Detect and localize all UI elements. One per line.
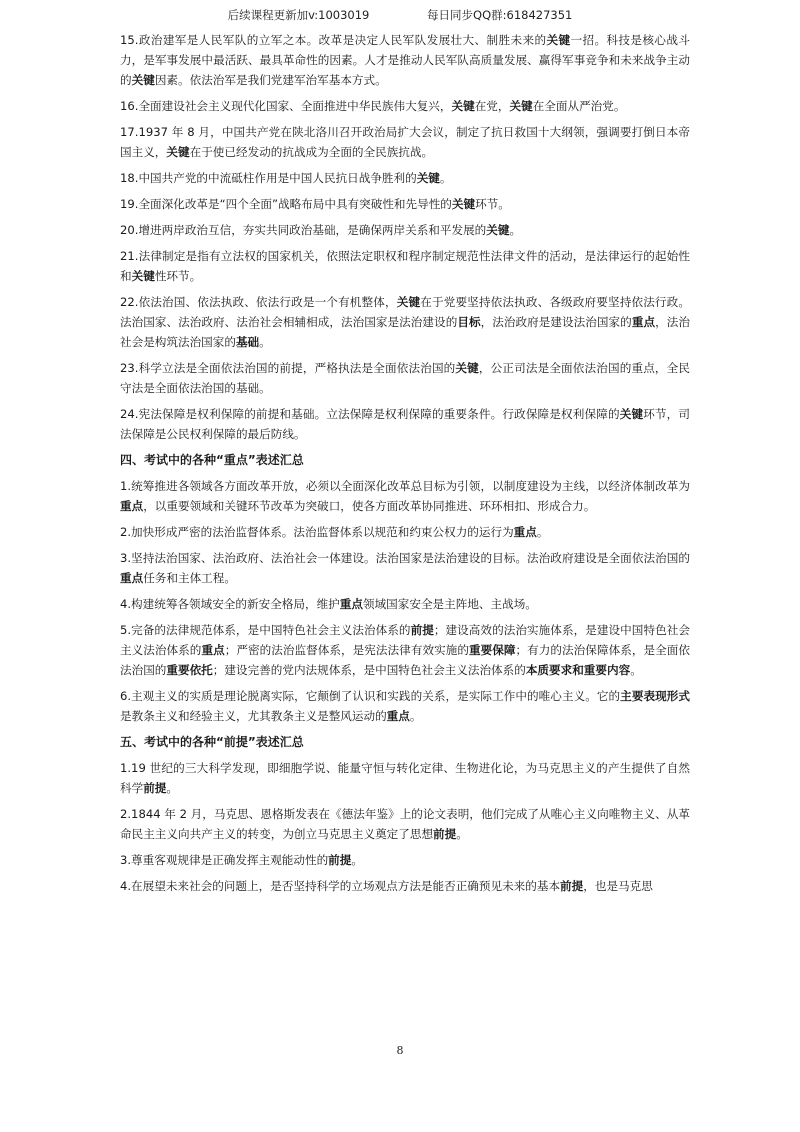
text-run: 。 xyxy=(409,709,422,723)
paragraph xyxy=(120,876,690,896)
paragraph xyxy=(120,358,690,398)
text-run: 因素。依法治军是我们党建军治军基本方式。 xyxy=(154,73,387,87)
text-run: 21.法律制定是指有立法权的国家机关，依照法定职权和程序制定规范性法律文件的活动，是法律运行的起始性和 xyxy=(120,249,690,283)
text-run: 。 xyxy=(351,853,363,867)
text-run: 。 xyxy=(630,663,642,677)
paragraph xyxy=(120,404,690,444)
text-run: 15.政治建军是人民军队的立军之本。改革是决定人民军队发展壮大、制胜未来的 xyxy=(120,33,547,47)
paragraph xyxy=(120,168,690,188)
emphasized-keyword: 重点 xyxy=(631,315,656,329)
paragraph xyxy=(120,194,690,214)
text-run: 在全面从严治党。 xyxy=(532,99,626,113)
text-run: 1.统筹推进各领域各方面改革开放，必须以全面深化改革总目标为引领，以制度建设为主线，以经济体制改革为 xyxy=(120,479,690,493)
paragraph xyxy=(120,292,690,352)
emphasized-keyword: 关键 xyxy=(509,99,533,113)
text-run: 5.完备的法律规范体系，是中国特色社会主义法治体系的 xyxy=(120,623,411,637)
text-run: 。 xyxy=(536,525,549,539)
text-run: ，也是马克思 xyxy=(583,879,653,893)
text-run: 2.1844 年 2 月，马克思、恩格斯发表在《德法年鉴》上的论文表明，他们完成了从唯心主义向唯物主义、从革命民主主义向共产主义的转变，为创立马克思主义奠定了思想 xyxy=(120,807,690,841)
paragraph xyxy=(120,30,690,90)
text-run: 3.坚持法治国家、法治政府、法治社会一体建设。法治国家是法治建设的目标。法治政府建设是全面依法治国的 xyxy=(120,551,690,565)
paragraph xyxy=(120,522,690,542)
paragraph xyxy=(120,220,690,240)
paragraph xyxy=(120,620,690,680)
text-run: 23.科学立法是全面依法治国的前提，严格执法是全面依法治国的 xyxy=(120,361,456,375)
emphasized-keyword: 重点 xyxy=(339,597,363,611)
emphasized-keyword: 前提 xyxy=(433,827,457,841)
emphasized-keyword: 重点 xyxy=(201,643,225,657)
emphasized-keyword: 关键 xyxy=(546,33,571,47)
text-run: 。 xyxy=(439,171,452,185)
emphasized-keyword: 关键 xyxy=(619,407,644,421)
text-run: ，法治政府是建设法治国家的 xyxy=(480,315,632,329)
text-run: 一招。科技是核心战斗力，是军事发展中最活跃、最具革命性的因素。人才是推动人民军队高质量发展、赢得军事竞争和未来战争主动的 xyxy=(120,33,690,87)
emphasized-keyword: 重点 xyxy=(120,571,144,585)
text-run: ，公正司法是全面依法治国的重点，全民守法是全面依法治国的基础。 xyxy=(120,361,690,395)
section-heading: 四、考试中的各种“重点”表述汇总 xyxy=(120,453,304,467)
emphasized-keyword: 关键 xyxy=(166,145,190,159)
emphasized-keyword: 关键 xyxy=(451,99,475,113)
header-wechat-text: 后续课程更新加v:1003019 xyxy=(227,8,370,22)
paragraph xyxy=(120,850,690,870)
text-run: 18.中国共产党的中流砥柱作用是中国人民抗日战争胜利的 xyxy=(120,171,417,185)
text-run: 任务和主体工程。 xyxy=(143,571,236,585)
paragraph xyxy=(120,96,690,116)
paragraph xyxy=(120,804,690,844)
text-run: 是教条主义和经验主义，尤其教条主义是整风运动的 xyxy=(120,709,387,723)
emphasized-keyword: 重点 xyxy=(120,499,144,513)
emphasized-keyword: 重要保障 xyxy=(468,643,516,657)
emphasized-keyword: 关键 xyxy=(451,197,476,211)
text-run: 20.增进两岸政治互信，夯实共同政治基础，是确保两岸关系和平发展的 xyxy=(120,223,487,237)
emphasized-keyword: 关键 xyxy=(131,73,155,87)
text-run: 在于使已经发动的抗战成为全面的全民族抗战。 xyxy=(189,145,434,159)
emphasized-keyword: 关键 xyxy=(486,223,510,237)
header-qq-group-text: 每日同步QQ群:618427351 xyxy=(427,8,573,22)
text-run: ；有力的法治保障体系，是全面依法治国的 xyxy=(120,643,690,677)
text-run: 3.尊重客观规律是正确发挥主观能动性的 xyxy=(120,853,329,867)
text-run: 环节，司法保障是公民权利保障的最后防线。 xyxy=(120,407,690,441)
text-run: 1.19 世纪的三大科学发现，即细胞学说、能量守恒与转化定律、生物进化论，为马克思主义的产生提供了自然科学 xyxy=(120,761,690,795)
text-run: 性环节。 xyxy=(154,269,202,283)
emphasized-keyword: 目标 xyxy=(457,315,481,329)
emphasized-keyword: 关键 xyxy=(455,361,479,375)
paragraph xyxy=(120,594,690,614)
text-run: 24.宪法保障是权利保障的前提和基础。立法保障是权利保障的重要条件。行政保障是权利保障的 xyxy=(120,407,620,421)
text-run: 16.全面建设社会主义现代化国家、全面推进中华民族伟大复兴， xyxy=(120,99,452,113)
text-run: 在党， xyxy=(474,99,510,113)
text-run: 。 xyxy=(456,827,468,841)
text-run: ；严密的法治监督体系，是宪法法律有效实施的 xyxy=(224,643,469,657)
text-run: 17.1937 年 8 月，中国共产党在陕北洛川召开政治局扩大会议，制定了抗日救国十大纲领，强调要打倒日本帝国主义， xyxy=(120,125,690,159)
text-run: 6.主观主义的实质是理论脱离实际，它颠倒了认识和实践的关系，是实际工作中的唯心主义。它的 xyxy=(120,689,621,703)
text-run: 2.加快形成严密的法治监督体系。法治监督体系以规范和约束公权力的运行为 xyxy=(120,525,514,539)
page-number: 8 xyxy=(396,1044,404,1057)
emphasized-keyword: 关键 xyxy=(416,171,440,185)
text-run: 。 xyxy=(166,781,179,795)
emphasized-keyword: 前提 xyxy=(560,879,584,893)
emphasized-keyword: 前提 xyxy=(143,781,167,795)
document-body xyxy=(120,30,690,902)
emphasized-keyword: 前提 xyxy=(410,623,434,637)
paragraph xyxy=(120,476,690,516)
text-run: 19.全面深化改革是“四个全面”战略布局中具有突破性和先导性的 xyxy=(120,197,452,211)
emphasized-keyword: 前提 xyxy=(328,853,352,867)
paragraph xyxy=(120,548,690,588)
emphasized-keyword: 关键 xyxy=(396,295,421,309)
paragraph xyxy=(120,758,690,798)
text-run: 环节。 xyxy=(475,197,510,211)
text-run: 4.在展望未来社会的问题上，是否坚持科学的立场观点方法是能否正确预见未来的基本 xyxy=(120,879,561,893)
emphasized-keyword: 关键 xyxy=(131,269,155,283)
text-run: 在于党要坚持依法执政、各级政府要坚持依法行政。法治国家、法治政府、法治社会相辅相成，法治国家是法治建设的 xyxy=(120,295,690,329)
text-run: ；建设完善的党内法规体系，是中国特色社会主义法治体系的 xyxy=(212,663,526,677)
paragraph xyxy=(120,122,690,162)
emphasized-keyword: 主要表现形式 xyxy=(620,689,690,703)
paragraph xyxy=(120,686,690,726)
text-run: 。 xyxy=(509,223,522,237)
emphasized-keyword: 重点 xyxy=(513,525,537,539)
text-run: ，以重要领域和关键环节改革为突破口，使各方面改革协同推进、环环相扣、形成合力。 xyxy=(143,499,596,513)
emphasized-keyword: 重要依托 xyxy=(166,663,213,677)
text-run: ；建设高效的法治实施体系，是建设中国特色社会主义法治体系的 xyxy=(120,623,690,657)
text-run: 。 xyxy=(259,335,271,349)
text-run: 4.构建统筹各领域安全的新安全格局，维护 xyxy=(120,597,340,611)
emphasized-keyword: 基础 xyxy=(235,335,260,349)
paragraph xyxy=(120,246,690,286)
text-run: 领域国家安全是主阵地、主战场。 xyxy=(362,597,537,611)
emphasized-keyword: 重点 xyxy=(386,709,410,723)
emphasized-keyword: 本质要求和重要内容 xyxy=(525,663,631,677)
text-run: 22.依法治国、依法执政、依法行政是一个有机整体， xyxy=(120,295,397,309)
section-heading: 五、考试中的各种“前提”表述汇总 xyxy=(120,735,304,749)
page-header xyxy=(0,7,800,23)
text-run: ，法治社会是构筑法治国家的 xyxy=(120,315,690,349)
